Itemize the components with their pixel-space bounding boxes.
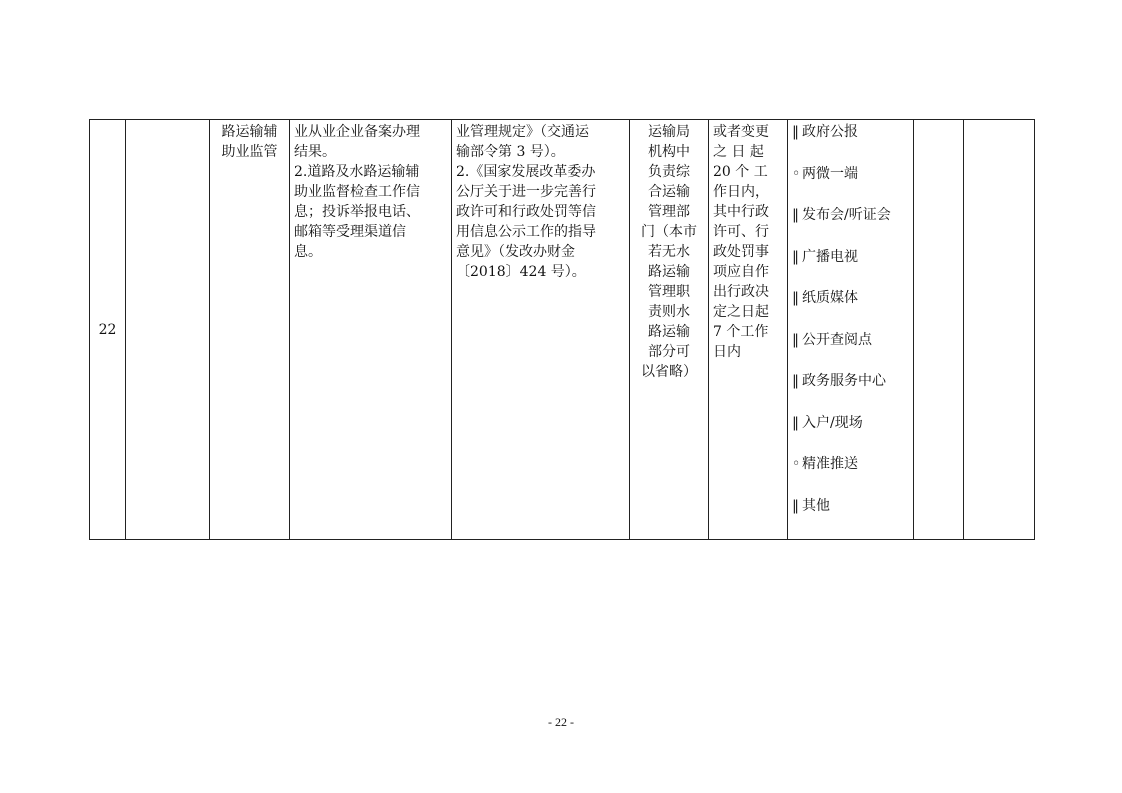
channel-option	[792, 371, 909, 413]
time-limit-line: 作日内，	[713, 184, 769, 200]
responsible-body-line: 门（本市	[641, 224, 697, 240]
time-limit-line: 出行政决	[713, 284, 769, 300]
legal-basis-line: 政许可和行政处罚等信	[456, 204, 596, 220]
time-limit-line: 7 个工作	[713, 324, 769, 340]
checkbox-mark-icon: ‖	[792, 331, 799, 348]
responsible-body-line: 负责综	[648, 164, 690, 180]
checkbox-mark-icon: ‖	[792, 248, 799, 265]
checkbox-mark-icon: ‖	[792, 290, 799, 306]
channel-option	[792, 454, 909, 496]
disclosure-content-line: 结果。	[294, 144, 336, 160]
empty-cell-2	[126, 120, 210, 540]
disclosure-content-line: 息；投诉举报电话、	[294, 204, 420, 220]
time-limit-line: 日内	[713, 344, 741, 360]
legal-basis-line: 意见》（发改办财金	[456, 244, 575, 260]
time-limit-line: 许可、行	[713, 224, 769, 240]
channel-label: 精准推送	[802, 456, 858, 472]
row-number: 22	[98, 321, 117, 338]
responsible-body-line: 运输局	[648, 124, 690, 140]
responsible-body-line: 若无水	[648, 244, 690, 260]
channel-label: 公开查阅点	[802, 331, 872, 348]
table-row	[90, 120, 1035, 540]
checkbox-mark-icon: ◦	[792, 165, 801, 182]
checkbox-mark-icon: ‖	[792, 414, 799, 431]
time-limit-line: 或者变更	[713, 124, 769, 140]
channel-label: 发布会/听证会	[802, 207, 891, 223]
time-limit-line: 定之日起	[713, 304, 769, 320]
item-name-line: 路运输辅	[221, 124, 278, 140]
disclosure-content-line: 邮箱等受理渠道信	[294, 224, 406, 240]
legal-basis-line: 输部令第 3 号）。	[456, 144, 565, 160]
checkbox-mark-icon: ‖	[792, 497, 799, 514]
time-limit-line: 项应自作	[713, 264, 769, 280]
channel-label: 政务服务中心	[802, 373, 886, 389]
disclosure-content-line: 助业监督检查工作信	[294, 184, 420, 200]
disclosure-table	[89, 119, 1035, 540]
responsible-body-line: 路运输	[648, 264, 690, 280]
legal-basis-line: 公厅关于进一步完善行	[456, 184, 596, 200]
channel-label: 入户/现场	[802, 414, 863, 431]
channel-label: 两微一端	[802, 165, 858, 182]
checkbox-mark-icon: ‖	[792, 373, 799, 389]
disclosure-content-line: 2.道路及水路运输辅	[294, 164, 420, 180]
empty-cell-10	[964, 120, 1035, 540]
row-number-cell	[90, 120, 126, 540]
time-limit-cell	[709, 120, 788, 540]
responsible-body-cell	[630, 120, 709, 540]
disclosure-content-line: 息。	[294, 244, 322, 260]
responsible-body-line: 管理职	[648, 284, 690, 300]
item-name-cell	[210, 120, 290, 540]
channel-option	[792, 122, 909, 164]
legal-basis-line: 业管理规定》（交通运	[456, 124, 589, 140]
legal-basis-line: 〔2018〕424 号）。	[456, 264, 586, 280]
responsible-body-line: 管理部	[648, 204, 690, 220]
legal-basis-line: 用信息公示工作的指导	[456, 224, 596, 240]
responsible-body-line: 机构中	[648, 144, 690, 160]
responsible-body-line: 责则水	[648, 304, 690, 320]
responsible-body-line: 以省略）	[641, 364, 697, 380]
time-limit-line: 其中行政	[713, 204, 769, 220]
channel-label: 广播电视	[802, 248, 858, 265]
legal-basis-line: 2.《国家发展改革委办	[456, 164, 596, 180]
time-limit-line: 政处罚事	[713, 244, 769, 260]
checkbox-mark-icon: ◦	[792, 456, 801, 472]
channel-option	[792, 164, 909, 206]
page-number: - 22 -	[548, 715, 574, 729]
responsible-body-line: 路运输	[648, 324, 690, 340]
time-limit-line: 20 个 工	[713, 164, 768, 180]
item-name-line: 助业监管	[221, 144, 278, 160]
channel-label: 其他	[802, 497, 830, 514]
channels-cell	[788, 120, 914, 540]
channel-option	[792, 247, 909, 289]
channel-label: 纸质媒体	[802, 290, 858, 306]
disclosure-content-cell	[290, 120, 452, 540]
checkbox-mark-icon: ‖	[792, 207, 799, 223]
channel-option	[792, 205, 909, 247]
channel-label: 政府公报	[802, 124, 858, 140]
responsible-body-line: 部分可	[648, 344, 690, 360]
responsible-body-line: 合运输	[648, 184, 690, 200]
disclosure-content-line: 业从业企业备案办理	[294, 124, 420, 140]
empty-cell-9	[914, 120, 964, 540]
legal-basis-cell	[452, 120, 630, 540]
channel-option	[792, 496, 909, 538]
channel-option	[792, 413, 909, 455]
channel-option	[792, 330, 909, 372]
checkbox-mark-icon: ‖	[792, 124, 799, 140]
channel-option	[792, 288, 909, 330]
time-limit-line: 之 日 起	[713, 144, 764, 160]
